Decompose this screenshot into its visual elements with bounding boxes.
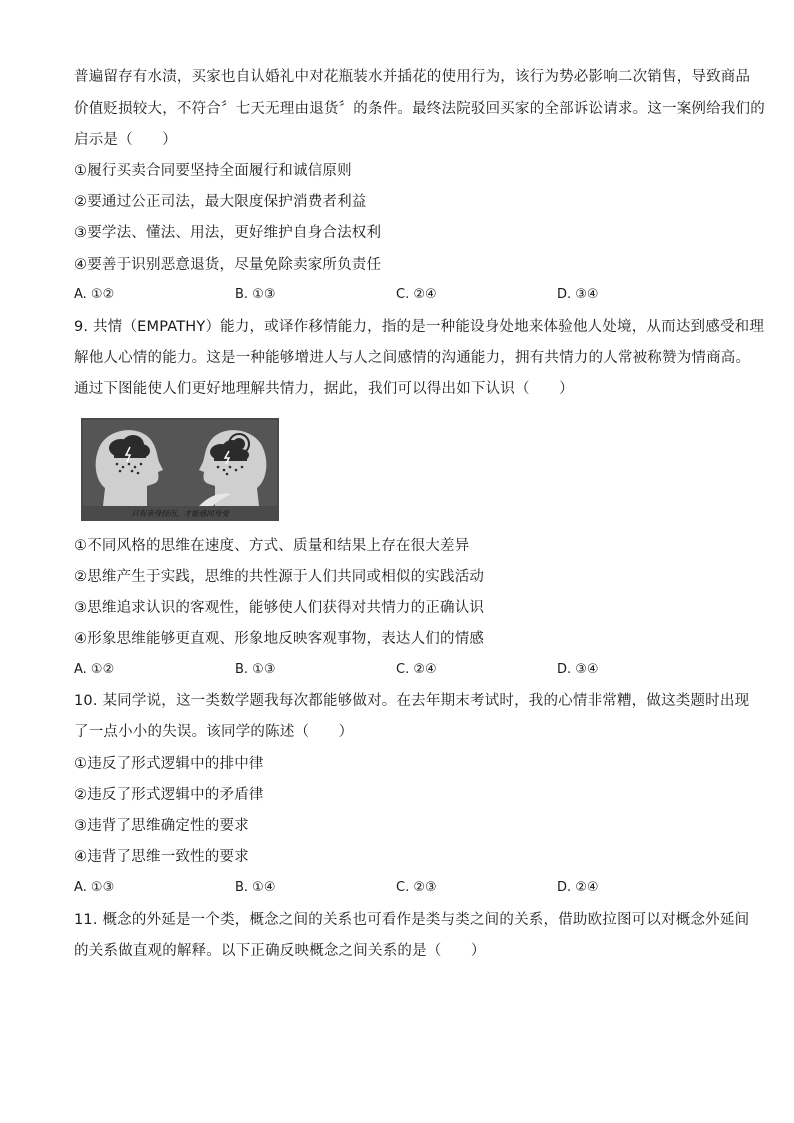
q9-choice-c[interactable]: C. ②④ [396,662,437,677]
q9-option-2: ②思维产生于实践，思维的共性源于人们共同或相似的实践活动 [74,569,485,585]
q8-option-1: ①履行买卖合同要坚持全面履行和诚信原则 [74,163,352,179]
q8-text-line-1: 普遍留存有水渍，买家也自认婚礼中对花瓶装水并插花的使用行为，该行为势必影响二次销售，导致商品 [74,69,751,85]
q8-option-4: ④要善于识别恶意退货，尽量免除卖家所负责任 [74,257,382,273]
q9-choice-a[interactable]: A. ①② [74,662,115,677]
q10-choice-d[interactable]: D. ②④ [557,880,599,895]
q9-choices [74,662,714,680]
q9-text-line-1: 9. 共情（EMPATHY）能力，或译作移情能力，指的是一种能设身处地来体验他人处境，从而达到感受和理 [74,319,765,335]
q8-choice-c[interactable]: C. ②④ [396,287,437,302]
q10-choice-c[interactable]: C. ②③ [396,880,437,895]
q9-option-4: ④形象思维能够更直观、形象地反映客观事物，表达人们的情感 [74,631,485,647]
q10-choice-a[interactable]: A. ①③ [74,880,115,895]
q10-option-2: ②违反了形式逻辑中的矛盾律 [74,787,264,803]
q8-choices [74,287,714,305]
q8-choice-d[interactable]: D. ③④ [557,287,599,302]
q8-choice-a[interactable]: A. ①② [74,287,115,302]
q10-choices [74,880,714,898]
q11-text-line-2: 的关系做直观的解释。以下正确反映概念之间关系的是（ ） [74,943,486,959]
empathy-illustration [81,418,279,521]
q9-option-1: ①不同风格的思维在速度、方式、质量和结果上存在很大差异 [74,538,470,554]
q9-choice-b[interactable]: B. ①③ [235,662,276,677]
q11-text-line-1: 11. 概念的外延是一个类，概念之间的关系也可看作是类与类之间的关系，借助欧拉图可以对概念外延间 [74,912,750,928]
q9-choice-d[interactable]: D. ③④ [557,662,599,677]
q9-option-3: ③思维追求认识的客观性，能够使人们获得对共情力的正确认识 [74,600,485,616]
figure-caption: 只有亲身经历，才能感同身受 [131,509,229,518]
q10-option-3: ③违背了思维确定性的要求 [74,818,249,834]
q10-text-line-2: 了一点小小的失误。该同学的陈述（ ） [74,724,354,740]
q10-option-1: ①违反了形式逻辑中的排中律 [74,756,264,772]
q10-option-4: ④违背了思维一致性的要求 [74,849,249,865]
q9-text-line-3: 通过下图能使人们更好地理解共情力，据此，我们可以得出如下认识（ ） [74,381,574,397]
q10-choice-b[interactable]: B. ①④ [235,880,276,895]
q8-choice-b[interactable]: B. ①③ [235,287,276,302]
q10-text-line-1: 10. 某同学说，这一类数学题我每次都能够做对。在去年期末考试时，我的心情非常糟，做这类题时出现 [74,693,750,709]
q8-text-line-2: 价值贬损较大，不符合〞七天无理由退货〞的条件。最终法院驳回买家的全部诉讼请求。这一案例给我们的 [74,101,765,117]
q8-text-line-3: 启示是（ ） [74,132,177,148]
empathy-illustration-svg [81,418,279,521]
q8-option-3: ③要学法、懂法、用法，更好维护自身合法权利 [74,225,382,241]
q8-option-2: ②要通过公正司法，最大限度保护消费者利益 [74,194,367,210]
q9-text-line-2: 解他人心情的能力。这是一种能够增进人与人之间感情的沟通能力，拥有共情力的人常被称赞为情商高。 [74,350,751,366]
